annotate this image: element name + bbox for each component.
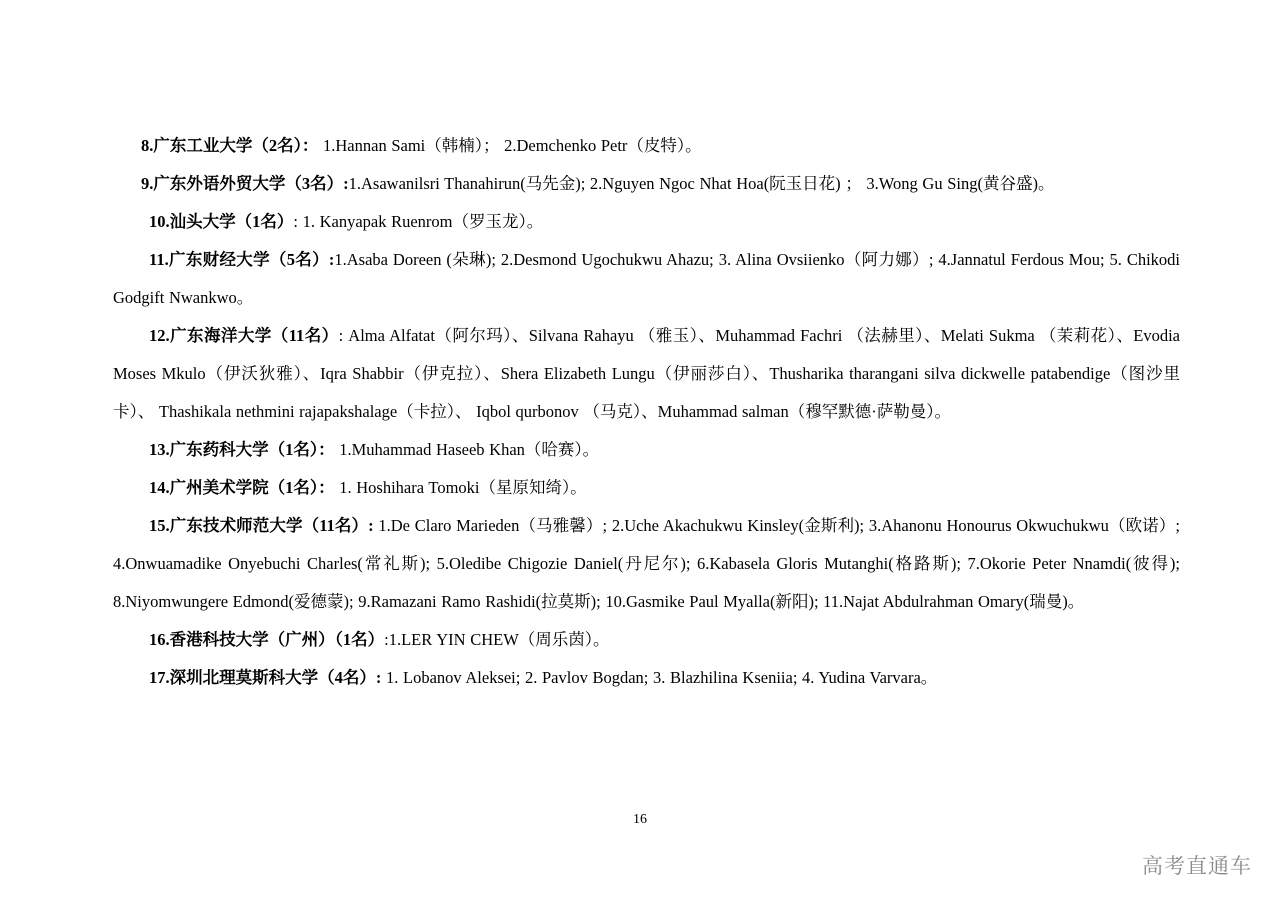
entry-15	[113, 507, 1180, 621]
entry-12	[113, 317, 1180, 431]
entry-body: 1. Lobanov Aleksei; 2. Pavlov Bogdan; 3. Blazhilina Kseniia; 4. Yudina Varvara。	[381, 668, 938, 687]
entry-16	[113, 621, 1180, 659]
entry-heading: 17.深圳北理莫斯科大学（4名）:	[149, 668, 382, 687]
entry-heading: 16.香港科技大学（广州）（1名）	[149, 630, 385, 649]
entry-body: 1. Hoshihara Tomoki（星原知绮）。	[334, 478, 587, 497]
entry-list	[113, 127, 1180, 697]
entry-heading: 12.广东海洋大学（11名）	[149, 326, 339, 345]
entry-heading: 11.广东财经大学（5名）:	[149, 250, 335, 269]
entry-heading: 15.广东技术师范大学（11名）:	[149, 516, 374, 535]
entry-heading: 14.广州美术学院（1名）：	[149, 478, 335, 497]
entry-heading: 10.汕头大学（1名）	[149, 212, 294, 231]
entry-body: 1.De Claro Marieden（马雅馨）; 2.Uche Akachukwu Kinsley(金斯利); 3.Ahanonu Honourus Okwuchukwu（欧诺）; 4.Onwuamadike Onyebuchi Charles(常礼斯); 5.Oledibe Chigozie Daniel(丹尼尔); 6.Kabasela Gloris Mutanghi(格路斯); 7.Okorie Peter Nnamdi(彼得); 8.Niyomwungere Edmond(爱德蒙); 9.Ramazani Ramo Rashidi(拉莫斯); 10.Gasmike Paul Myalla(新阳); 11.Najat Abdulrahman Omary(瑞曼)。	[113, 516, 1180, 611]
entry-17	[113, 659, 1180, 697]
entry-body: 1.Asawanilsri Thanahirun(马先金); 2.Nguyen Ngoc Nhat Hoa(阮玉日花) ； 3.Wong Gu Sing(黄谷盛)。	[348, 174, 1055, 193]
entry-14	[113, 469, 1180, 507]
entry-body: 1.Asaba Doreen (朵琳); 2.Desmond Ugochukwu Ahazu; 3. Alina Ovsiienko（阿力娜）; 4.Jannatul Ferdous Mou; 5. Chikodi Godgift Nwankwo。	[113, 250, 1180, 307]
entry-heading: 13.广东药科大学（1名）：	[149, 440, 335, 459]
entry-body: : 1. Kanyapak Ruenrom（罗玉龙）。	[293, 212, 544, 231]
entry-heading: 9.广东外语外贸大学（3名）:	[141, 174, 349, 193]
entry-body: 1.Muhammad Haseeb Khan（哈赛）。	[334, 440, 600, 459]
watermark: 高考直通车	[1142, 854, 1252, 878]
page-number: 16	[633, 812, 647, 827]
entry-10	[113, 203, 1180, 241]
entry-8	[113, 127, 1180, 165]
entry-body: :1.LER YIN CHEW（周乐茵）。	[384, 630, 610, 649]
entry-9	[113, 165, 1180, 203]
entry-body: : Alma Alfatat（阿尔玛）、Silvana Rahayu （雅玉）、Muhammad Fachri （法赫里）、Melati Sukma （茉莉花）、Evodia Moses Mkulo（伊沃狄雅）、Iqra Shabbir（伊克拉）、Shera Elizabeth Lungu（伊丽莎白）、Thusharika tharangani silva dickwelle patabendige（图沙里卡）、 Thashikala nethmini rajapakshalage（卡拉）、 Iqbol qurbonov （马克）、Muhammad salman（穆罕默德·萨勒曼）。	[113, 326, 1180, 421]
entry-body: 1.Hannan Sami（韩楠）； 2.Demchenko Petr（皮特）。	[318, 136, 702, 155]
entry-11	[113, 241, 1180, 317]
entry-heading: 8.广东工业大学（2名）：	[141, 136, 319, 155]
entry-13	[113, 431, 1180, 469]
